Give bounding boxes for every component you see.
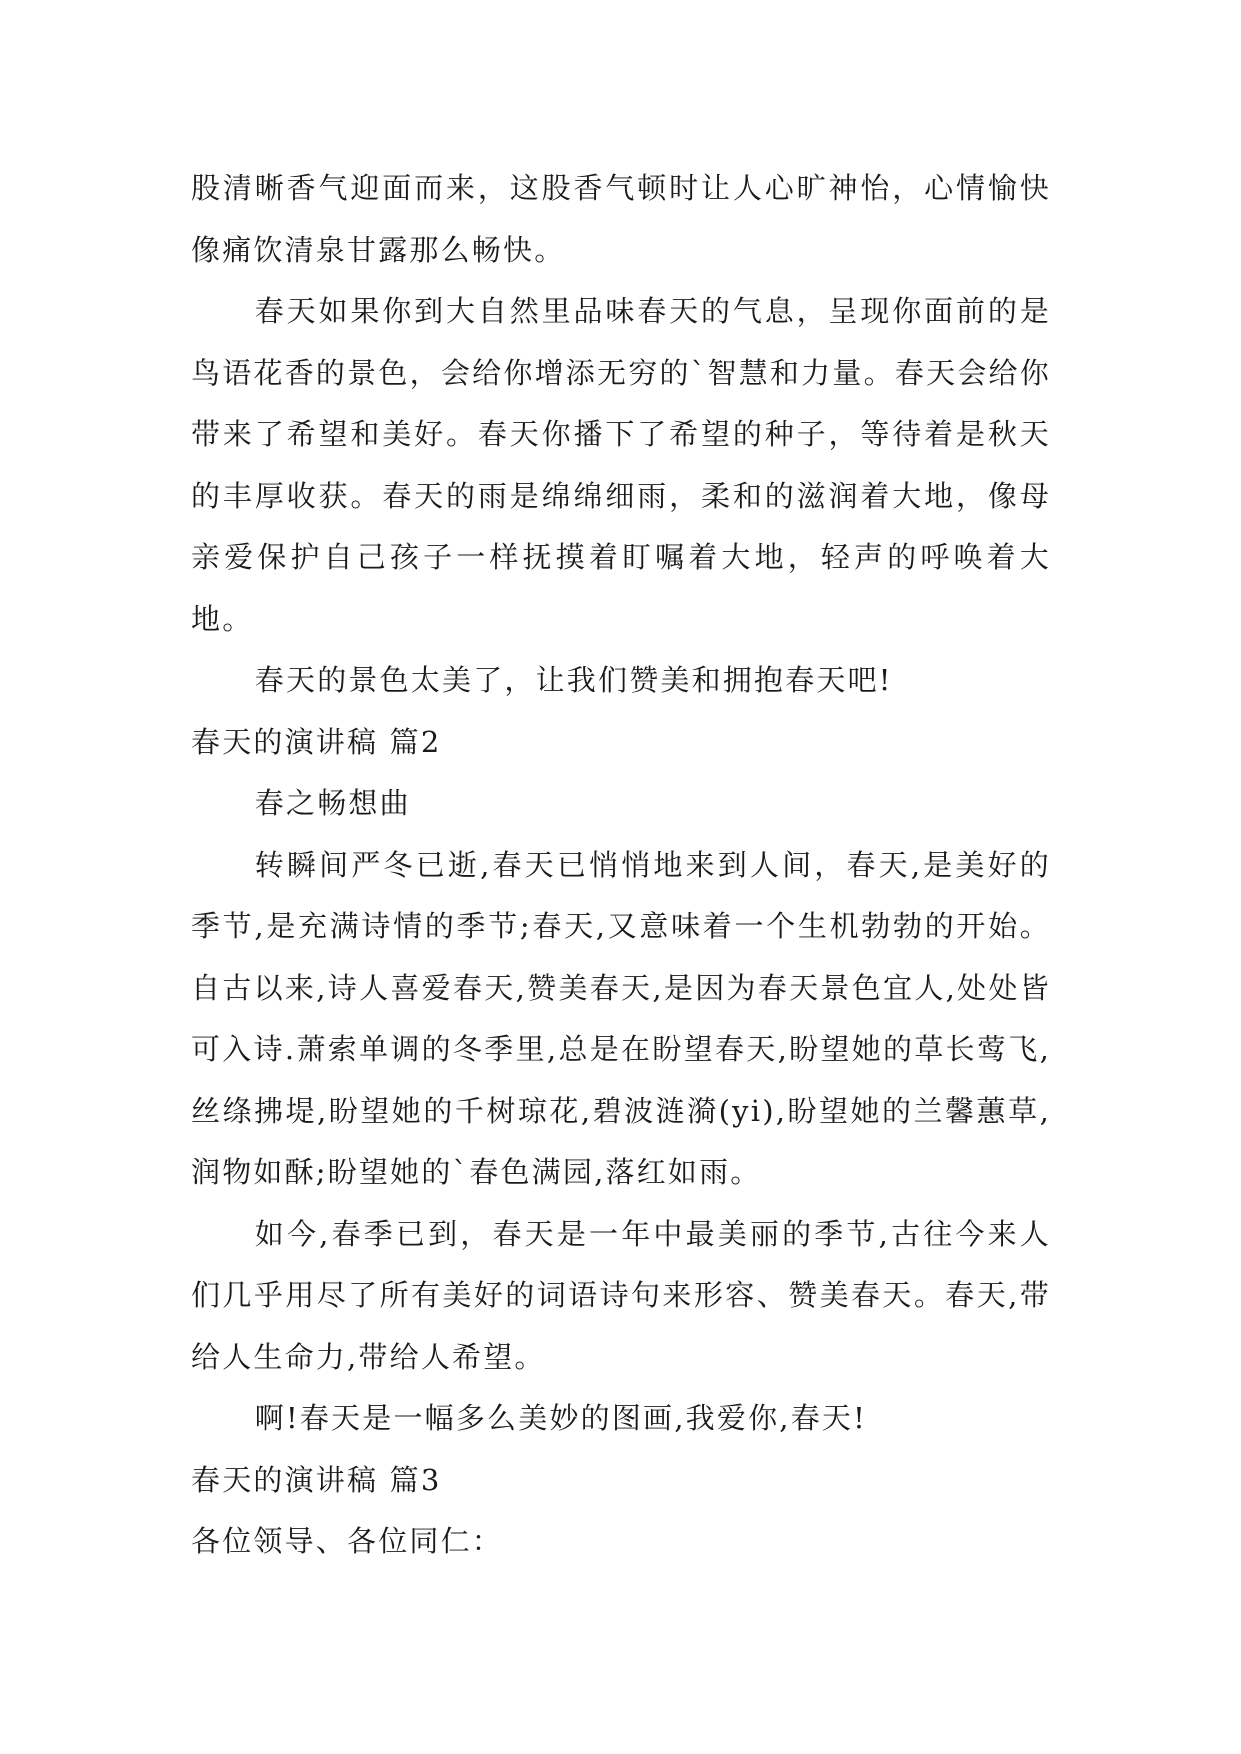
paragraph-spring-beauty: 春天的景色太美了，让我们赞美和拥抱春天吧! [254,663,893,697]
document-body [191,158,1051,1573]
paragraph-spring-arrives: 转瞬间严冬已逝,春天已悄悄地来到人间，春天,是美好的季节,是充满诗情的季节;春天,又意味着一个生机勃勃的开始。自古以来,诗人喜爱春天,赞美春天,是因为春天景色宜人,处处皆可入诗.萧索单调的冬季里,总是在盼望春天,盼望她的草长莺飞,丝绦拂堤,盼望她的千树琼花,碧波涟漪(yi),盼望她的兰馨蕙草,润物如酥;盼望她的`春色满园,落红如雨。 [191,847,1051,1189]
section-heading-2: 春天的演讲稿 篇2 [191,724,442,759]
paragraph-spring-season: 如今,春季已到，春天是一年中最美丽的季节,古往今来人们几乎用尽了所有美好的词语诗句来形容、赞美春天。春天,带给人生命力,带给人希望。 [191,1216,1051,1374]
salutation: 各位领导、各位同仁： [191,1524,504,1558]
paragraph-continued: 股清晰香气迎面而来，这股香气顿时让人心旷神怡，心情愉快像痛饮清泉甘露那么畅快。 [191,171,1051,267]
paragraph-exclamation: 啊!春天是一幅多么美妙的图画,我爱你,春天! [254,1401,867,1435]
section-subtitle: 春之畅想曲 [254,786,411,820]
section-heading-3: 春天的演讲稿 篇3 [191,1462,442,1497]
paragraph-spring-nature: 春天如果你到大自然里品味春天的气息，呈现你面前的是鸟语花香的景色，会给你增添无穷的`智慧和力量。春天会给你带来了希望和美好。春天你播下了希望的种子，等待着是秋天的丰厚收获。春天的雨是绵绵细雨，柔和的滋润着大地，像母亲爱保护自己孩子一样抚摸着盯嘱着大地，轻声的呼唤着大地。 [191,294,1051,636]
